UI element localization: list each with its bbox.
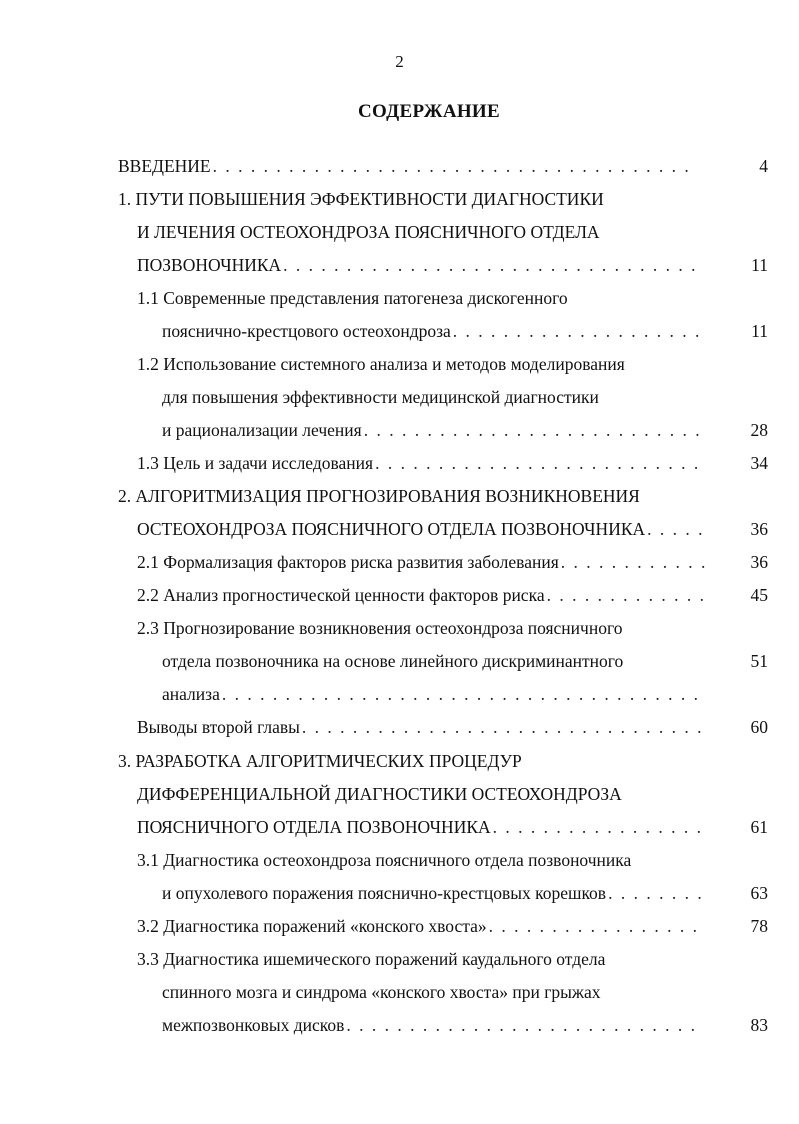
toc-chapter-3-line-3: [137, 813, 702, 841]
leader-dots: [302, 713, 702, 741]
toc-entry-text: Выводы второй главы: [137, 717, 300, 737]
leader-dots: [489, 912, 705, 940]
toc-chapter-3-line-1: 3. РАЗРАБОТКА АЛГОРИТМИЧЕСКИХ ПРОЦЕДУР: [118, 751, 522, 771]
toc-page-ref: 60: [750, 717, 768, 737]
toc-entry-text: ОСТЕОХОНДРОЗА ПОЯСНИЧНОГО ОТДЕЛА ПОЗВОНОЧНИКА: [137, 519, 646, 539]
toc-section-3-3-line-1: 3.3 Диагностика ишемического поражений каудального отдела: [137, 949, 606, 969]
toc-section-3-3-line-3: [162, 1011, 702, 1039]
toc-section-1-1-line-2: [162, 317, 702, 345]
toc-page-ref: 11: [751, 255, 768, 275]
page-title: СОДЕРЖАНИЕ: [358, 101, 500, 122]
toc-section-1-1-line-1: 1.1 Современные представления патогенеза дискогенного: [137, 288, 568, 308]
toc-page-ref: 51: [750, 651, 768, 671]
toc-section-1-2-line-2: для повышения эффективности медицинской диагностики: [162, 387, 599, 407]
toc-entry-text: 3.2 Диагностика поражений «конского хвоста»: [137, 916, 487, 936]
toc-section-1-2-line-3: [162, 416, 702, 444]
toc-entry-text: 2.2 Анализ прогностической ценности факторов риска: [137, 585, 545, 605]
toc-section-2-3-line-2: отдела позвоночника на основе линейного дискриминантного: [162, 651, 624, 671]
toc-entry-text: пояснично-крестцового остеохондроза: [162, 321, 451, 341]
toc-chapter-3-line-2: ДИФФЕРЕНЦИАЛЬНОЙ ДИАГНОСТИКИ ОСТЕОХОНДРОЗА: [137, 784, 622, 804]
toc-page-ref: 61: [750, 817, 768, 837]
toc-conclusions-2: [137, 713, 702, 741]
toc-section-2-1: [137, 548, 705, 576]
toc-chapter-2-line-1: 2. АЛГОРИТМИЗАЦИЯ ПРОГНОЗИРОВАНИЯ ВОЗНИКНОВЕНИЯ: [118, 486, 640, 506]
toc-page-ref: 11: [751, 321, 768, 341]
leader-dots: [547, 581, 705, 609]
toc-page-ref: 4: [759, 156, 768, 176]
toc-entry-text: межпозвонковых дисков: [162, 1015, 345, 1035]
toc-page-ref: 28: [750, 420, 768, 440]
page-number: 2: [395, 52, 404, 71]
toc-section-2-3-line-3: [162, 680, 707, 708]
toc-section-1-3: [137, 449, 702, 477]
toc-entry-text: 2.1 Формализация факторов риска развития заболевания: [137, 552, 559, 572]
toc-page-ref: 36: [750, 519, 768, 539]
toc-entry-text: ВВЕДЕНИЕ: [118, 156, 211, 176]
leader-dots: [375, 449, 702, 477]
toc-section-3-3-line-2: спинного мозга и синдрома «конского хвоста» при грыжах: [162, 982, 601, 1002]
leader-dots: [213, 152, 698, 180]
leader-dots: [493, 813, 702, 841]
toc-entry-text: 1.3 Цель и задачи исследования: [137, 453, 374, 473]
leader-dots: [561, 548, 705, 576]
toc-entry-text: и рационализации лечения: [162, 420, 362, 440]
toc-chapter-1-line-3: [137, 251, 705, 279]
toc-chapter-2-line-2: [137, 515, 705, 543]
toc-page-ref: 78: [750, 916, 768, 936]
toc-chapter-1-line-1: 1. ПУТИ ПОВЫШЕНИЯ ЭФФЕКТИВНОСТИ ДИАГНОСТИКИ: [118, 189, 604, 209]
leader-dots: [453, 317, 702, 345]
leader-dots: [222, 680, 707, 708]
leader-dots: [364, 416, 702, 444]
toc-section-3-1-line-2: [162, 879, 702, 907]
leader-dots: [647, 515, 705, 543]
leader-dots: [283, 251, 705, 279]
toc-entry-text: ПОЯСНИЧНОГО ОТДЕЛА ПОЗВОНОЧНИКА: [137, 817, 491, 837]
toc-entry-intro: [118, 152, 698, 180]
toc-chapter-1-line-2: И ЛЕЧЕНИЯ ОСТЕОХОНДРОЗА ПОЯСНИЧНОГО ОТДЕЛА: [137, 222, 600, 242]
toc-section-1-2-line-1: 1.2 Использование системного анализа и методов моделирования: [137, 354, 625, 374]
toc-entry-text: ПОЗВОНОЧНИКА: [137, 255, 282, 275]
leader-dots: [608, 879, 702, 907]
toc-page-ref: 34: [750, 453, 768, 473]
toc-section-2-2: [137, 581, 705, 609]
toc-page-ref: 45: [750, 585, 768, 605]
toc-page-ref: 83: [750, 1015, 768, 1035]
toc-page-ref: 36: [750, 552, 768, 572]
toc-page-ref: 63: [750, 883, 768, 903]
toc-entry-text: анализа: [162, 684, 220, 704]
toc-section-3-2: [137, 912, 705, 940]
leader-dots: [346, 1011, 702, 1039]
toc-section-2-3-line-1: 2.3 Прогнозирование возникновения остеохондроза поясничного: [137, 618, 623, 638]
toc-entry-text: и опухолевого поражения пояснично-крестцовых корешков: [162, 883, 607, 903]
toc-section-3-1-line-1: 3.1 Диагностика остеохондроза поясничного отдела позвоночника: [137, 850, 632, 870]
